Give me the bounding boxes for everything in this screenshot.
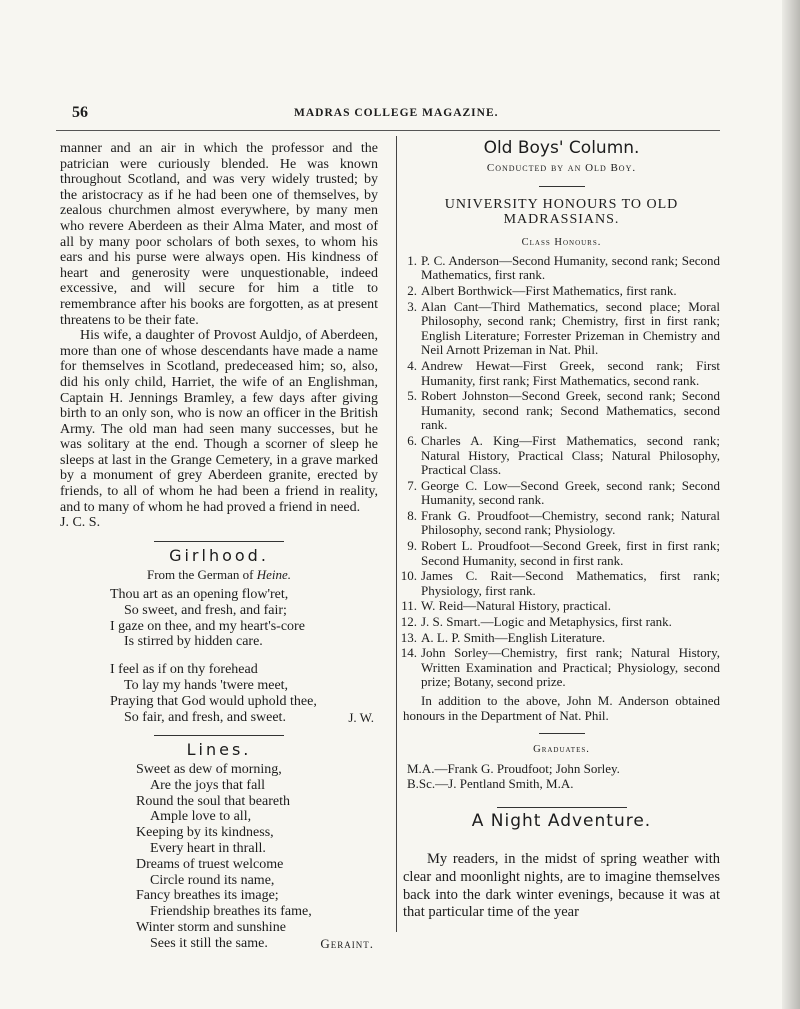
verse-line: Round the soul that beareth (136, 793, 290, 809)
verse-line: Is stirred by hidden care. (124, 634, 263, 650)
article-title-night-adventure: A Night Adventure. (471, 810, 652, 831)
verse-line: To lay my hands 'twere meet, (124, 678, 289, 694)
verse-line: Winter storm and sunshine (136, 919, 286, 935)
page-edge-shadow (782, 0, 800, 1009)
item-text: W. Reid—Natural History, practical. (421, 598, 612, 614)
conducted-by: Conducted by an Old Boy. (486, 161, 637, 174)
item-text: P. C. Anderson—Second Humanity, second rank; Second Mathematics, first rank. (421, 252, 720, 283)
list-item (403, 254, 720, 283)
item-text: Alan Cant—Third Mathematics, second place; Moral Philosophy, second rank; Chemistry, first in first rank; English Literature; Forrester Prizeman in Chemistry and Neil Arnott Prizeman in Nat. Phil. (421, 298, 720, 358)
header-rule (56, 130, 720, 131)
item-text: Albert Borthwick—First Mathematics, first rank. (421, 282, 677, 298)
magazine-title: MADRAS COLLEGE MAGAZINE. (294, 107, 499, 119)
graduate-line: M.A.—Frank G. Proudfoot; John Sorley. (407, 760, 620, 776)
page-header (72, 104, 712, 126)
verse-line: I feel as if on thy forehead (110, 662, 258, 678)
item-number: 10. (400, 568, 417, 584)
item-text: Andrew Hewat—First Greek, second rank; First Humanity, first rank; First Mathematics, second rank. (421, 357, 720, 388)
poem-body-lines (60, 762, 378, 952)
verse-line: Praying that God would uphold thee, (110, 693, 317, 709)
item-text: A. L. P. Smith—English Literature. (421, 629, 606, 645)
section-rule (154, 735, 284, 736)
verse-line: Keeping by its kindness, (136, 825, 274, 841)
verse-line: So sweet, and fresh, and fair; (124, 602, 287, 618)
item-number: 7. (407, 477, 417, 493)
item-text: George C. Low—Second Greek, second rank; Second Humanity, second rank. (421, 477, 720, 508)
section-rule (497, 807, 627, 808)
verse-line: So fair, and fresh, and sweet. (124, 709, 286, 725)
list-item (403, 479, 720, 508)
item-number: 1. (407, 252, 417, 268)
subtitle-prefix: From the German of (146, 567, 254, 583)
item-number: 3. (407, 298, 417, 314)
item-text: Robert Johnston—Second Greek, second rank; Second Humanity, second rank; Second Mathematics, second rank. (421, 388, 720, 433)
item-number: 12. (400, 614, 417, 630)
column-title: Old Boys' Column. (483, 138, 640, 158)
paragraph-1: manner and an air in which the professor and the patrician were curiously blended. He was known throughout Scotland, and was very widely trusted; by the aristocracy as if he had been one of themselves, by zealous churchmen almost everywhere, by many men who revere Aberdeen as their Alma Mater, and most of all by many poor scholars of both sexes, to whom his ears and his purse were always open. His kindness of heart and generosity were unquestionable, indeed excessive, and will secure for him a title to remembrance after his books are forgotten, as at present threatens to be their fate. (60, 141, 378, 328)
item-number: 13. (400, 629, 417, 645)
list-item (400, 614, 720, 630)
poem-lines (60, 742, 378, 951)
item-text: Robert L. Proudfoot—Second Greek, first in first rank; Second Humanity, second in first rank. (421, 538, 720, 568)
poem-signature-girlhood: J. W. (348, 709, 374, 725)
item-number: 9. (407, 538, 417, 554)
list-item (403, 434, 720, 478)
poem-title-lines: Lines. (186, 740, 252, 760)
item-text: Charles A. King—First Mathematics, second rank; Natural History, Practical Class; Natural Philosophy, Practical Class. (421, 432, 720, 478)
item-text: James C. Rait—Second Mathematics, first rank; Physiology, first rank. (421, 568, 720, 598)
poem-title-girlhood: Girlhood. (169, 545, 269, 565)
list-item (403, 284, 720, 299)
verse-line: Fancy breathes its image; (136, 888, 279, 904)
verse-line: I gaze on thee, and my heart's-core (110, 618, 305, 634)
article-signature: J. C. S. (60, 515, 101, 531)
item-text: Frank G. Proudfoot—Chemistry, second rank; Natural Philosophy, second rank; Physiology. (421, 507, 720, 538)
verse-line: Dreams of truest welcome (136, 856, 284, 872)
graduates-heading: Graduates. (533, 744, 590, 756)
list-item (403, 359, 720, 388)
item-text: J. S. Smart.—Logic and Metaphysics, first rank. (421, 614, 672, 630)
poem-subtitle (60, 567, 378, 583)
graduate-line: B.Sc.—J. Pentland Smith, M.A. (407, 775, 574, 791)
item-number: 2. (407, 282, 417, 298)
list-item (403, 539, 720, 568)
night-adventure-article (403, 851, 720, 921)
verse-line: Every heart in thrall. (150, 840, 266, 856)
section-rule (154, 541, 284, 542)
list-item (403, 389, 720, 433)
small-rule (539, 186, 585, 187)
class-honours-heading: Class Honours. (521, 237, 602, 249)
poem-signature-lines: Geraint. (320, 935, 374, 951)
item-text: John Sorley—Chemistry, first rank; Natural History, Written Examination and Practical; Physiology, second prize; Botany, second prize. (421, 645, 720, 690)
item-number: 6. (407, 432, 417, 448)
right-column (400, 138, 720, 922)
verse-line: Are the joys that fall (150, 777, 266, 793)
paragraph-2: His wife, a daughter of Provost Auldjo, of Aberdeen, more than one of whose descendants have made a name for themselves in Scotland, predeceased him; so, also, did his only child, Harriet, the wife of an Englishman, Captain H. Jennings Bramley, a few days after giving birth to an only son, who is now an officer in the British Army. The old man had seen many successes, but he was solitary at the end. Though a scorner of sleep he sleeps at last in the Grange Cemetery, in a grave marked by a monument of grey Aberdeen granite, erected by friends, to all of whom he had been a friend in reality, and to many of whom he had proved a friend in need. (60, 328, 378, 515)
verse-line: Sees it still the same. (150, 935, 268, 951)
column-divider (396, 136, 397, 932)
poem-body-girlhood (60, 587, 378, 725)
left-column (60, 141, 378, 952)
item-number: 14. (400, 645, 417, 661)
list-item (403, 300, 720, 358)
verse-line: Sweet as dew of morning, (136, 762, 282, 777)
list-item (400, 629, 720, 646)
page-number: 56 (72, 104, 88, 121)
list-item (400, 645, 720, 690)
graduates-list (403, 761, 720, 791)
verse-line: Circle round its name, (150, 872, 275, 888)
item-number: 4. (407, 357, 417, 373)
verse-line: Ample love to all, (150, 809, 252, 825)
item-number: 5. (407, 388, 417, 404)
list-item (400, 568, 720, 598)
item-number: 11. (401, 598, 417, 614)
verse-line: Thou art as an opening flow'ret, (110, 587, 289, 603)
list-item (403, 599, 720, 614)
list-item (403, 509, 720, 538)
item-number: 8. (407, 507, 417, 523)
honours-list (400, 252, 720, 690)
verse-line: Friendship breathes its fame, (150, 904, 312, 920)
small-rule (539, 733, 585, 734)
subtitle-author: Heine. (256, 567, 292, 583)
article-continuation (60, 141, 378, 531)
poem-girlhood (60, 545, 378, 726)
article-text: My readers, in the midst of spring weather with clear and moonlight nights, are to imagine themselves back into the dark winter evenings, because it was at that particular time of the year (403, 851, 720, 921)
honours-addition-note: In addition to the above, John M. Anderson obtained honours in the Department of Nat. Phil. (403, 693, 720, 723)
university-honours-heading: UNIVERSITY HONOURS TO OLD MADRASSIANS. (444, 197, 679, 228)
